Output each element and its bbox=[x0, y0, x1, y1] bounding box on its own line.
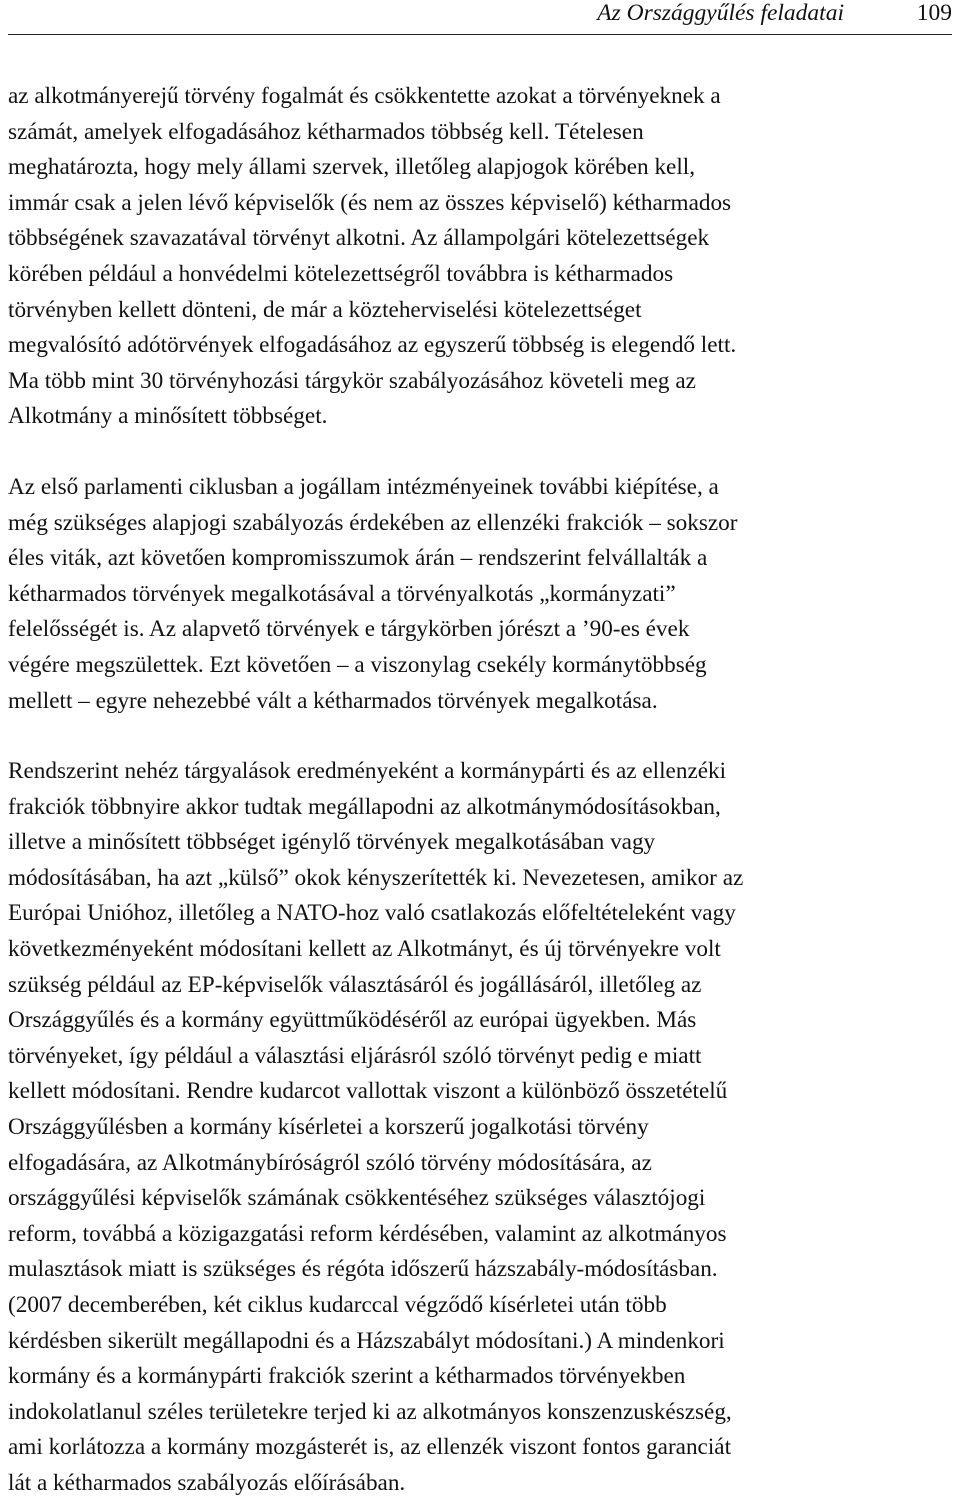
body-text bbox=[8, 79, 953, 1502]
text-line: törvényben kellett dönteni, de már a közteherviselési kötelezettséget bbox=[8, 296, 642, 323]
text-line: indokolatlanul széles területekre terjed ki az alkotmányos konszenzuskészség, bbox=[8, 1398, 732, 1425]
text-line: még szükséges alapjogi szabályozás érdekében az ellenzéki frakciók – sokszor bbox=[8, 509, 738, 536]
text-line: megvalósító adótörvények elfogadásához az egyszerű többség is elegendő lett. bbox=[8, 332, 737, 359]
text-line: elfogadására, az Alkotmánybíróságról szóló törvény módosítására, az bbox=[8, 1149, 652, 1176]
text-line: kellett módosítani. Rendre kudarcot vallottak viszont a különböző összetételű bbox=[8, 1078, 728, 1105]
paragraph-2 bbox=[8, 470, 953, 719]
text-line: reform, továbbá a közigazgatási reform kérdésében, valamint az alkotmányos bbox=[8, 1220, 727, 1247]
text-line: szükség például az EP-képviselők választásáról és jogállásáról, illetőleg az bbox=[8, 971, 702, 998]
text-line: törvényeket, így például a választási eljárásról szóló törvényt pedig e miatt bbox=[8, 1042, 702, 1069]
text-line: mulasztások miatt is szükséges és régóta időszerű házszabály-módosításban. bbox=[8, 1256, 718, 1283]
header-title: Az Országgyűlés feladatai bbox=[597, 0, 844, 26]
text-line: immár csak a jelen lévő képviselők (és nem az összes képviselő) kétharmados bbox=[8, 189, 732, 216]
text-line: Az első parlamenti ciklusban a jogállam intézményeinek további kiépítése, a bbox=[8, 473, 719, 500]
text-line: Ma több mint 30 törvényhozási tárgykör szabályozásához követeli meg az bbox=[8, 367, 696, 394]
text-line: végére megszülettek. Ezt követően – a viszonylag csekély kormánytöbbség bbox=[8, 651, 707, 678]
text-line: meghatározta, hogy mely állami szervek, illetőleg alapjogok körében kell, bbox=[8, 154, 696, 181]
text-line: Országgyűlésben a kormány kísérletei a korszerű jogalkotási törvény bbox=[8, 1114, 649, 1141]
text-line: ami korlátozza a kormány mozgásterét is, az ellenzék viszont fontos garanciát bbox=[8, 1434, 732, 1461]
text-line: mellett – egyre nehezebbé vált a kétharmados törvények megalkotása. bbox=[8, 687, 658, 714]
text-line: számát, amelyek elfogadásához kétharmados többség kell. Tételesen bbox=[8, 118, 644, 145]
text-line: módosításában, ha azt „külső” okok kényszerítették ki. Nevezetesen, amikor az bbox=[8, 864, 744, 891]
page-number: 109 bbox=[916, 0, 952, 26]
text-line: Alkotmány a minősített többséget. bbox=[8, 403, 328, 430]
text-line: Országgyűlés és a kormány együttműködéséről az európai ügyekben. Más bbox=[8, 1007, 697, 1034]
text-line: következményeként módosítani kellett az Alkotmányt, és új törvényekre volt bbox=[8, 936, 721, 963]
paragraph-1 bbox=[8, 79, 953, 435]
text-line: illetve a minősített többséget igénylő törvények megalkotásában vagy bbox=[8, 829, 656, 856]
text-line: Európai Unióhoz, illetőleg a NATO-hoz való csatlakozás előfeltételeként vagy bbox=[8, 900, 736, 927]
text-line: az alkotmányerejű törvény fogalmát és csökkentette azokat a törvényeknek a bbox=[8, 83, 721, 109]
text-line: kérdésben sikerült megállapodni és a Házszabályt módosítani.) A mindenkori bbox=[8, 1327, 725, 1354]
text-line: lát a kétharmados szabályozás előírásában. bbox=[8, 1469, 406, 1496]
text-line: frakciók többnyire akkor tudtak megállapodni az alkotmánymódosításokban, bbox=[8, 793, 721, 820]
running-header bbox=[8, 0, 952, 35]
text-line: országgyűlési képviselők számának csökkentéséhez szükséges választójogi bbox=[8, 1185, 706, 1212]
text-line: kormány és a kormánypárti frakciók szerint a kétharmados törvényekben bbox=[8, 1363, 686, 1390]
text-line: (2007 decemberében, két ciklus kudarccal végződő kísérletei után több bbox=[8, 1292, 667, 1318]
text-line: többségének szavazatával törvényt alkotni. Az állampolgári kötelezettségek bbox=[8, 225, 710, 252]
paragraph-3 bbox=[8, 754, 953, 1501]
text-line: felelősségét is. Az alapvető törvények e tárgykörben jórészt a ’90-es évek bbox=[8, 616, 690, 643]
text-line: körében például a honvédelmi kötelezettségről továbbra is kétharmados bbox=[8, 260, 674, 287]
text-line: kétharmados törvények megalkotásával a törvényalkotás „kormányzati” bbox=[8, 580, 676, 607]
text-line: Rendszerint nehéz tárgyalások eredményeként a kormánypárti és az ellenzéki bbox=[8, 758, 727, 785]
text-line: éles viták, azt követően kompromisszumok árán – rendszerint felvállalták a bbox=[8, 545, 708, 572]
